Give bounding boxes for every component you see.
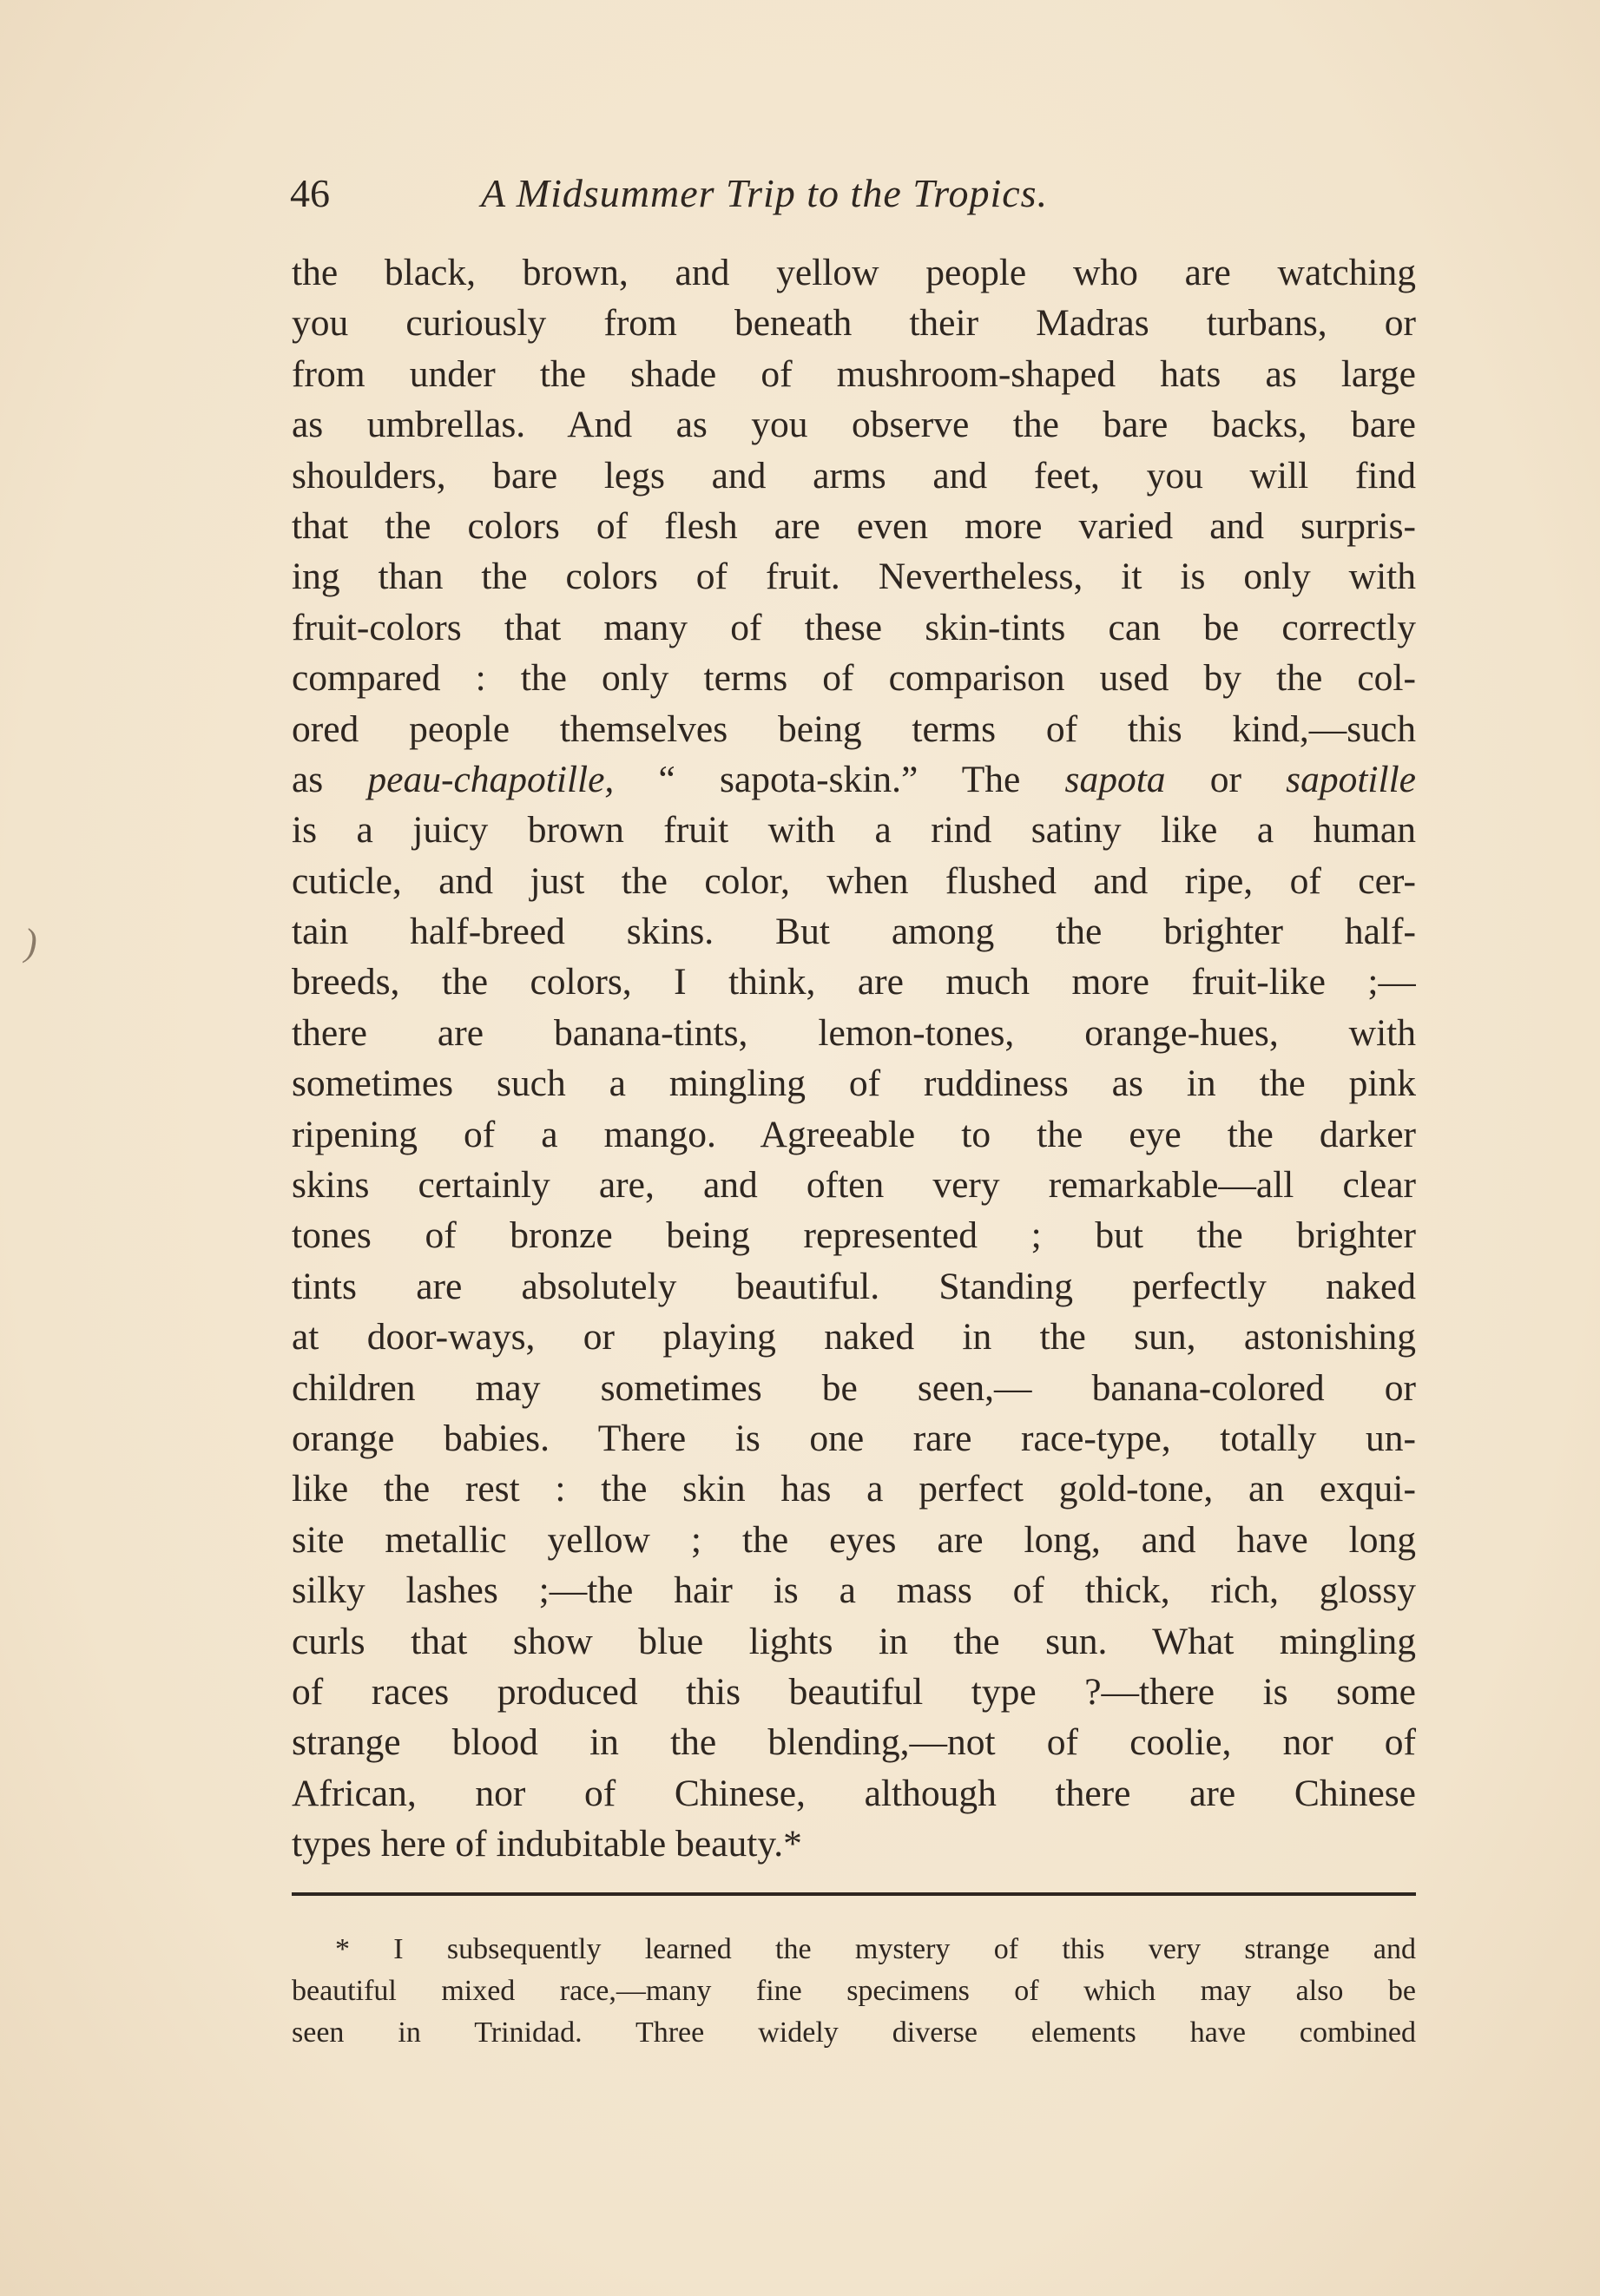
text-line: at door-ways, or playing naked in the sun, astonishing bbox=[292, 1316, 1416, 1359]
text-line: fruit-colors that many of these skin-tints can be correctly bbox=[292, 606, 1416, 648]
body-text bbox=[292, 247, 1416, 1879]
text-line: tain half-breed skins. But among the brighter half- bbox=[292, 911, 1416, 953]
running-title: A Midsummer Trip to the Tropics. bbox=[481, 171, 1049, 215]
text-line: the black, brown, and yellow people who are watching bbox=[292, 252, 1416, 293]
text-line: ing than the colors of fruit. Nevertheless, it is only with bbox=[292, 556, 1416, 598]
footnote-line: seen in Trinidad. Three widely diverse elements have combined bbox=[292, 2016, 1416, 2049]
text-line: site metallic yellow ; the eyes are long, and have long bbox=[292, 1518, 1416, 1561]
footnote-rule bbox=[292, 1892, 1416, 1896]
footnote bbox=[292, 1929, 1416, 2068]
text-line: curls that show blue lights in the sun. What mingling bbox=[292, 1620, 1416, 1662]
text-line: breeds, the colors, I think, are much more fruit-like ;— bbox=[292, 961, 1416, 1003]
text-line: like the rest : the skin has a perfect gold-tone, an exqui- bbox=[292, 1468, 1416, 1510]
text-line: orange babies. There is one rare race-type, totally un- bbox=[292, 1417, 1416, 1459]
text-line: from under the shade of mushroom-shaped hats as large bbox=[292, 352, 1416, 395]
margin-mark: ) bbox=[24, 921, 37, 964]
footnote-line: beautiful mixed race,—many fine specimens of which may also be bbox=[292, 1975, 1416, 2007]
text-line: of races produced this beautiful type ?—there is some bbox=[292, 1670, 1416, 1713]
footnote-line: * I subsequently learned the mystery of this very strange and bbox=[335, 1933, 1416, 1965]
text-line: that the colors of flesh are even more varied and surpris- bbox=[292, 504, 1416, 547]
text-line: strange blood in the blending,—not of coolie, nor of bbox=[292, 1721, 1416, 1764]
text-line: ored people themselves being terms of this kind,—such bbox=[292, 707, 1416, 750]
text-line: tones of bronze being represented ; but the brighter bbox=[292, 1214, 1416, 1257]
text-line: cuticle, and just the color, when flushed and ripe, of cer- bbox=[292, 859, 1416, 902]
page-number: 46 bbox=[290, 171, 330, 215]
text-line: as peau-chapotille, “ sapota-skin.” The sapota or sapotille bbox=[292, 758, 1416, 800]
italic-term: sapotille bbox=[1286, 758, 1416, 800]
text-line: compared : the only terms of comparison used by the col- bbox=[292, 657, 1416, 700]
text-line: sometimes such a mingling of ruddiness as in the pink bbox=[292, 1062, 1416, 1105]
text-line: types here of indubitable beauty.* bbox=[292, 1823, 802, 1865]
text-line: tints are absolutely beautiful. Standing perfectly naked bbox=[292, 1265, 1416, 1307]
text-line: as umbrellas. And as you observe the bare backs, bare bbox=[292, 404, 1416, 446]
text-line: children may sometimes be seen,— banana-colored or bbox=[292, 1366, 1416, 1409]
italic-term: peau-chapotille, bbox=[367, 758, 615, 800]
text-line: silky lashes ;—the hair is a mass of thick, rich, glossy bbox=[292, 1569, 1416, 1612]
text-line: there are banana-tints, lemon-tones, orange-hues, with bbox=[292, 1011, 1416, 1054]
text-line: ripening of a mango. Agreeable to the eye the darker bbox=[292, 1113, 1416, 1155]
italic-term: sapota bbox=[1064, 758, 1166, 800]
text-line: is a juicy brown fruit with a rind satiny like a human bbox=[292, 809, 1416, 852]
text-line: African, nor of Chinese, although there are Chinese bbox=[292, 1772, 1416, 1814]
text-line: shoulders, bare legs and arms and feet, you will find bbox=[292, 454, 1416, 497]
text-line: you curiously from beneath their Madras turbans, or bbox=[292, 302, 1416, 345]
text-line: skins certainly are, and often very remarkable—all clear bbox=[292, 1164, 1416, 1207]
running-header bbox=[290, 163, 1419, 224]
